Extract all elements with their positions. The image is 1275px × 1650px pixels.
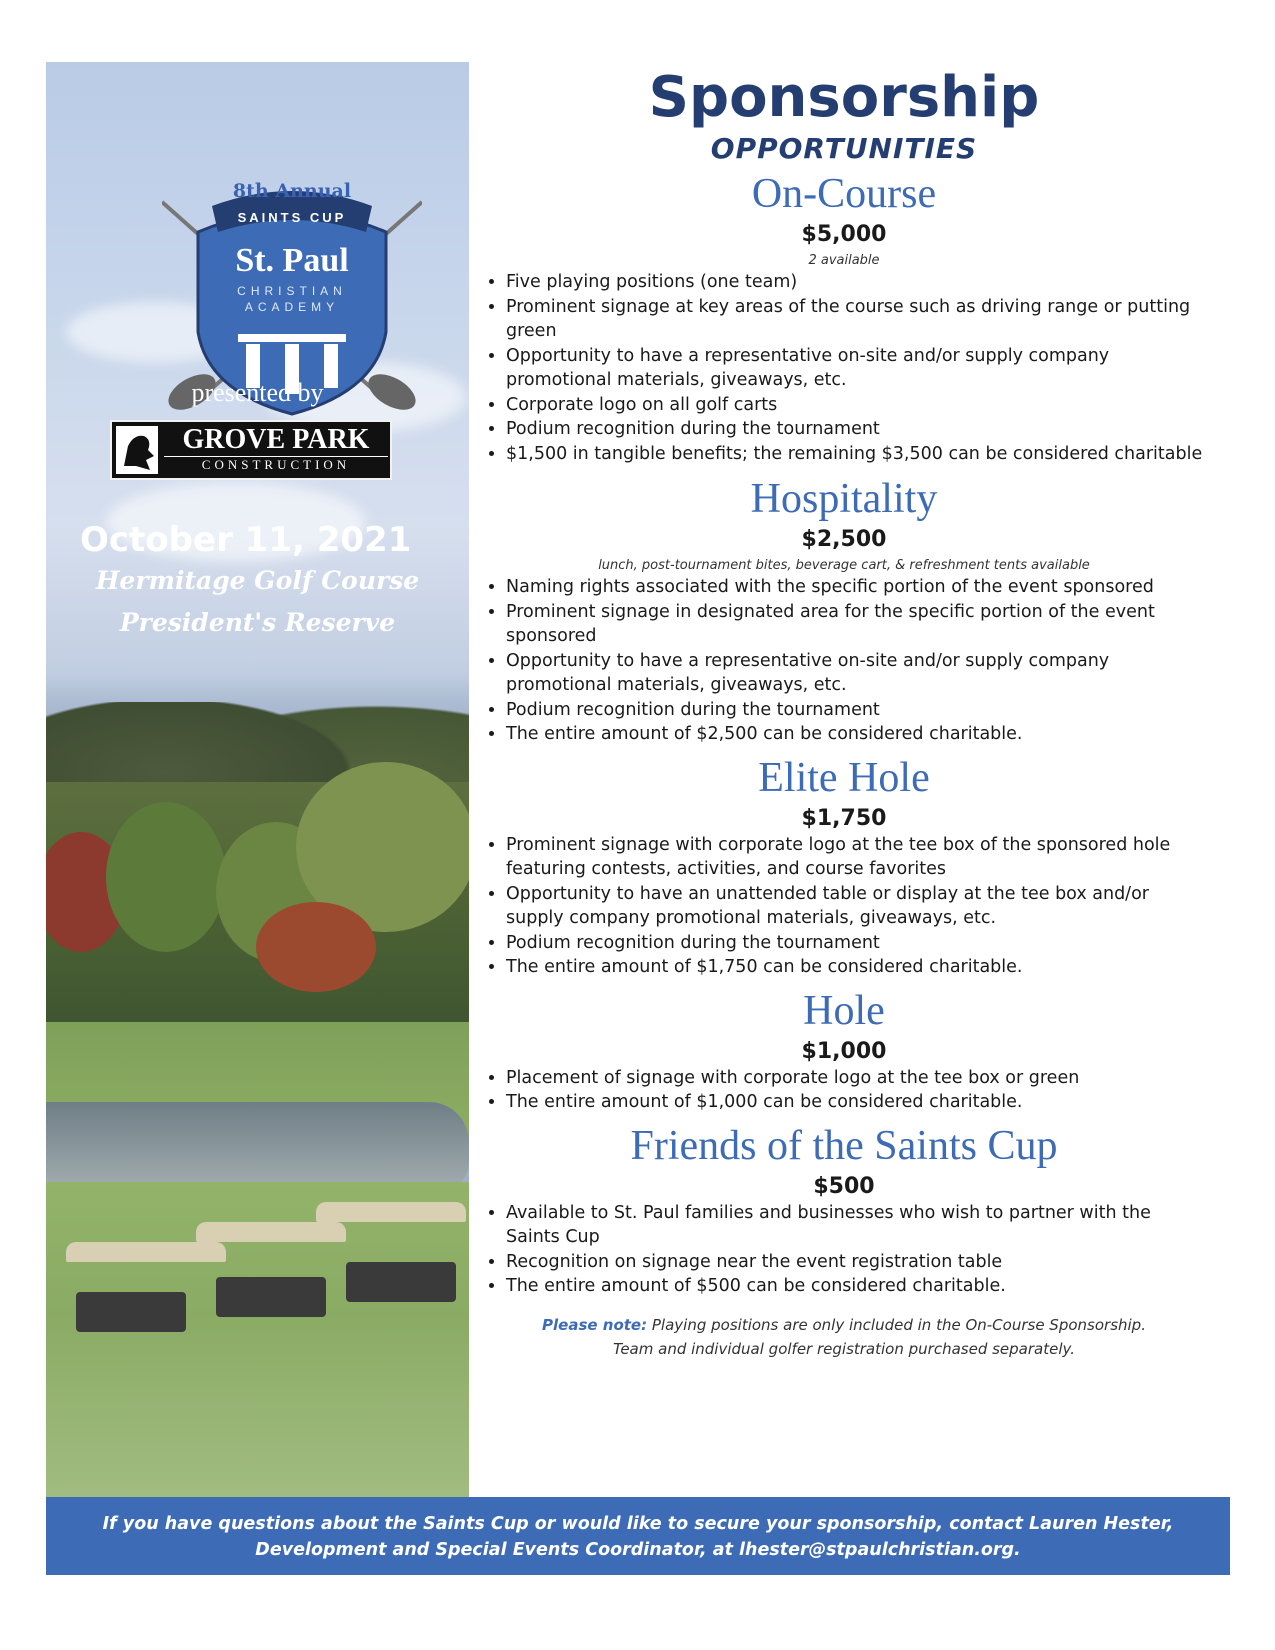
benefit-list (482, 575, 1206, 747)
sponsor-logo (110, 420, 392, 480)
list-item: • Podium recognition during the tournament (506, 931, 1206, 956)
benefit-list (482, 833, 1206, 980)
please-note-line1: Playing positions are only included in the On-Course Sponsorship. (651, 1315, 1146, 1334)
venue-line2: President's Reserve (119, 608, 396, 637)
list-item: • Naming rights associated with the specific portion of the event sponsored (506, 575, 1206, 600)
saints-cup-logo (162, 122, 422, 422)
event-banner (46, 62, 469, 1512)
list-item: • Opportunity to have a representative on-site and/or supply company promotional materials, giveaways, etc. (506, 344, 1206, 393)
list-item: • The entire amount of $1,000 can be considered charitable. (506, 1090, 1206, 1115)
list-item: • Recognition on signage near the event registration table (506, 1250, 1206, 1275)
benefit-list (482, 270, 1206, 466)
golf-cart-roof (316, 1202, 466, 1222)
section-price: $2,500 (801, 527, 887, 552)
list-item: • Five playing positions (one team) (506, 270, 1206, 295)
footer-text (46, 1497, 1230, 1563)
section-title: On-Course (751, 171, 937, 217)
lion-icon (116, 426, 158, 474)
footer-line1: If you have questions about the Saints Cup or would like to secure your sponsorship, contact Lauren Hester, (102, 1514, 1174, 1534)
venue-line1: Hermitage Golf Course (95, 566, 420, 595)
contact-footer (46, 1497, 1230, 1575)
sponsor-name: GROVE PARK (182, 424, 370, 455)
please-note (482, 1313, 1206, 1361)
golf-cart (346, 1262, 456, 1302)
section-price: $1,000 (801, 1038, 887, 1064)
section-price: $500 (813, 1173, 875, 1199)
red-tree (256, 902, 376, 992)
benefit-list (482, 1201, 1206, 1299)
please-note-label: Please note: (542, 1315, 648, 1334)
list-item: • Prominent signage with corporate logo at the tee box of the sponsored hole featuring contests, activities, and course favorites (506, 833, 1206, 882)
list-item: • Opportunity to have an unattended table or display at the tee box and/or supply company promotional materials, giveaways, etc. (506, 882, 1206, 931)
school-line2: ACADEMY (244, 300, 340, 314)
section-title: Hospitality (750, 476, 938, 522)
list-item: • The entire amount of $500 can be considered charitable. (506, 1274, 1206, 1299)
school-name: St. Paul (235, 242, 349, 279)
golf-cart (76, 1292, 186, 1332)
annual-label: 8th Annual (232, 180, 352, 202)
page-title: Sponsorship (648, 65, 1040, 130)
golf-cart (216, 1277, 326, 1317)
pond-image (46, 1102, 469, 1192)
presented-by: presented by (191, 378, 324, 407)
section-title: Hole (803, 987, 885, 1034)
footer-line2: Development and Special Events Coordinator, at lhester@stpaulchristian.org. (255, 1540, 1021, 1560)
school-line1: CHRISTIAN (237, 284, 347, 298)
section-price: $1,750 (801, 805, 887, 831)
list-item: • Prominent signage at key areas of the course such as driving range or putting green (506, 295, 1206, 344)
list-item: • Prominent signage in designated area for the specific portion of the event sponsored (506, 600, 1206, 649)
section-elite-hole (482, 755, 1206, 980)
sponsorship-content (482, 60, 1206, 1361)
sponsor-sub: CONSTRUCTION (164, 456, 388, 473)
list-item: • Podium recognition during the tournament (506, 698, 1206, 723)
tree (106, 802, 226, 952)
list-item: • $1,500 in tangible benefits; the remaining $3,500 can be considered charitable (506, 442, 1206, 467)
list-item: • Opportunity to have a representative on-site and/or supply company promotional materials, giveaways, etc. (506, 649, 1206, 698)
list-item: • Podium recognition during the tournament (506, 417, 1206, 442)
section-friends (482, 1123, 1206, 1299)
list-item: • Available to St. Paul families and businesses who wish to partner with the Saints Cup (506, 1201, 1206, 1250)
section-hospitality (482, 476, 1206, 747)
section-title: Elite Hole (758, 754, 930, 801)
section-hole (482, 988, 1206, 1115)
saints-cup-label: SAINTS CUP (237, 210, 347, 225)
list-item: • The entire amount of $2,500 can be considered charitable. (506, 722, 1206, 747)
list-item: • Placement of signage with corporate logo at the tee box or green (506, 1066, 1206, 1091)
section-on-course (482, 171, 1206, 466)
list-item: • Corporate logo on all golf carts (506, 393, 1206, 418)
lion-emblem-icon (116, 426, 158, 474)
section-price: $5,000 (801, 222, 887, 247)
section-title: Friends of the Saints Cup (630, 1122, 1058, 1169)
section-note: lunch, post-tournament bites, beverage cart, & refreshment tents available (598, 558, 1090, 573)
golf-cart-roof (66, 1242, 226, 1262)
page-subtitle: OPPORTUNITIES (710, 132, 978, 165)
section-note: 2 available (808, 253, 880, 268)
please-note-line2: Team and individual golfer registration purchased separately. (613, 1339, 1075, 1358)
benefit-list (482, 1066, 1206, 1115)
event-date: October 11, 2021 (80, 520, 412, 560)
list-item: • The entire amount of $1,750 can be considered charitable. (506, 955, 1206, 980)
golf-cart-roof (196, 1222, 346, 1242)
